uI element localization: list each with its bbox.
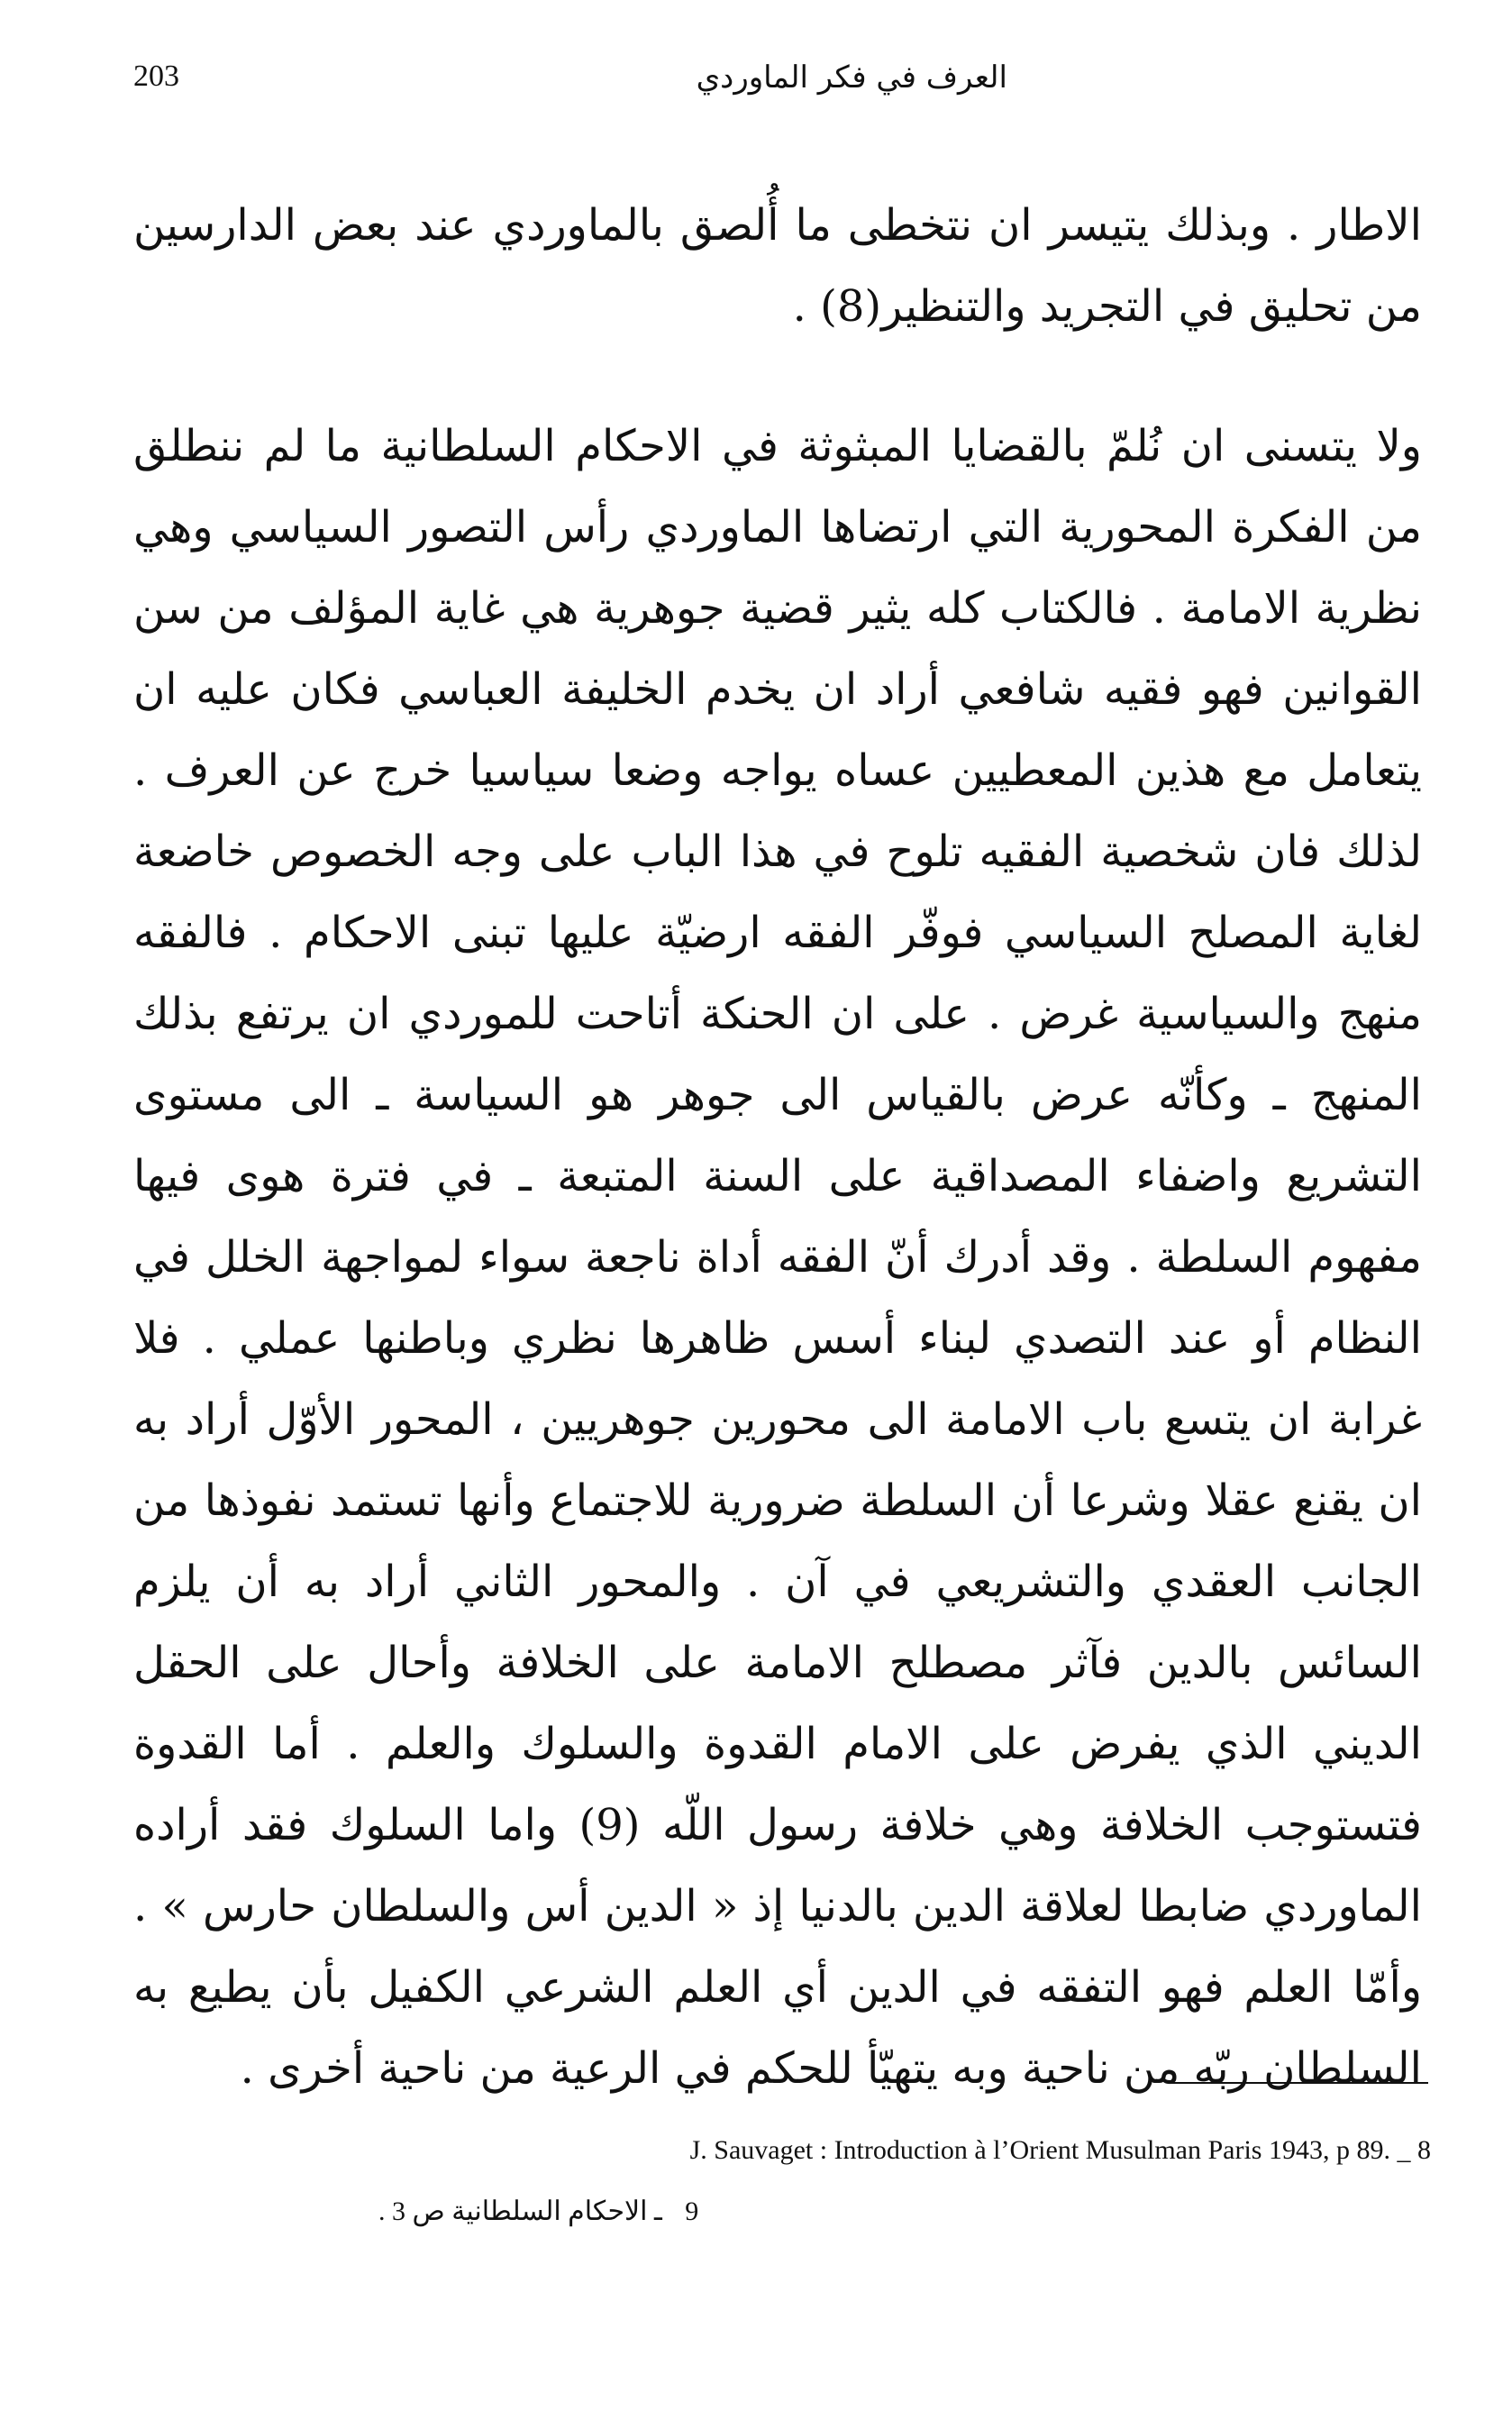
- footnote-number: 9: [685, 2196, 699, 2226]
- paragraph-1: الاطار . وبذلك يتيسر ان نتخطى ما أُلصق بالماوردي عند بعض الدارسين من تحليق في التجريد والتنظير(8) .: [133, 200, 1422, 332]
- paragraph-2: ولا يتسنى ان نُلمّ بالقضايا المبثوثة في الاحكام السلطانية ما لم ننطلق من الفكرة المحورية التي ارتضاها الماوردي رأس التصور السياسي وهي نظرية الامامة . فالكتاب كله يثير قضية جوهرية هي غاية المؤلف من سن القوانين فهو فقيه شافعي أراد ان يخدم الخليفة العباسي فكان عليه ان يتعامل مع هذين المعطيين عساه يواجه وضعا سياسيا خرج عن العرف . لذلك فان شخصية الفقيه تلوح في هذا الباب على وجه الخصوص خاضعة لغاية المصلح السياسي فوفّر الفقه ارضيّة عليها تبنى الاحكام . فالفقه منهج والسياسية غرض . على ان الحنكة أتاحت للموردي ان يرتفع بذلك المنهج ـ وكأنّه عرض بالقياس الى جوهر هو السياسة ـ الى مستوى التشريع واضفاء المصداقية على السنة المتبعة ـ في فترة هوى فيها مفهوم السلطة . وقد أدرك أنّ الفقه أداة ناجعة سواء لمواجهة الخلل في النظام أو عند التصدي لبناء أسس ظاهرها نظري وباطنها عملي . فلا غرابة ان يتسع باب الامامة الى محورين جوهريين ، المحور الأوّل أراد به ان يقنع عقلا وشرعا أن السلطة ضرورية للاجتماع وأنها تستمد نفوذها من الجانب العقدي والتشريعي في آن . والمحور الثاني أراد به أن يلزم السائس بالدين فآثر مصطلح الامامة على الخلافة وأحال على الحقل الديني الذي يفرض على الامام القدوة والسلوك والعلم . أما القدوة فتستوجب الخلافة وهي خلافة رسول اللّه (9) واما السلوك فقد أراده الماوردي ضابطا لعلاقة الدين بالدنيا إذ « الدين أس والسلطان حارس » . وأمّا العلم فهو التفقه في الدين أي العلم الشرعي الكفيل بأن يطيع به السلطان ربّه من ناحية وبه يتهيّأ للحكم في الرعية من ناحية أخرى .: [133, 421, 1423, 2094]
- footnote-divider: [1171, 2082, 1428, 2084]
- running-title: العرف في فكر الماوردي: [696, 59, 1007, 96]
- footnote-number: 8: [1417, 2135, 1431, 2165]
- footnotes: [378, 2120, 1431, 2242]
- footnote-9: 9 ـ الاحكام السلطانية ص 3 .: [378, 2196, 699, 2226]
- footnote-text: الاحكام السلطانية ص 3 .: [378, 2196, 648, 2226]
- page-header: [133, 59, 1395, 114]
- footnote-text: J. Sauvaget : Introduction à l’Orient Musulman Paris 1943, p 89.: [689, 2135, 1390, 2165]
- page-number: 203: [133, 59, 179, 93]
- footnote-8: J. Sauvaget : Introduction à l’Orient Musulman Paris 1943, p 89. _ 8: [689, 2135, 1431, 2165]
